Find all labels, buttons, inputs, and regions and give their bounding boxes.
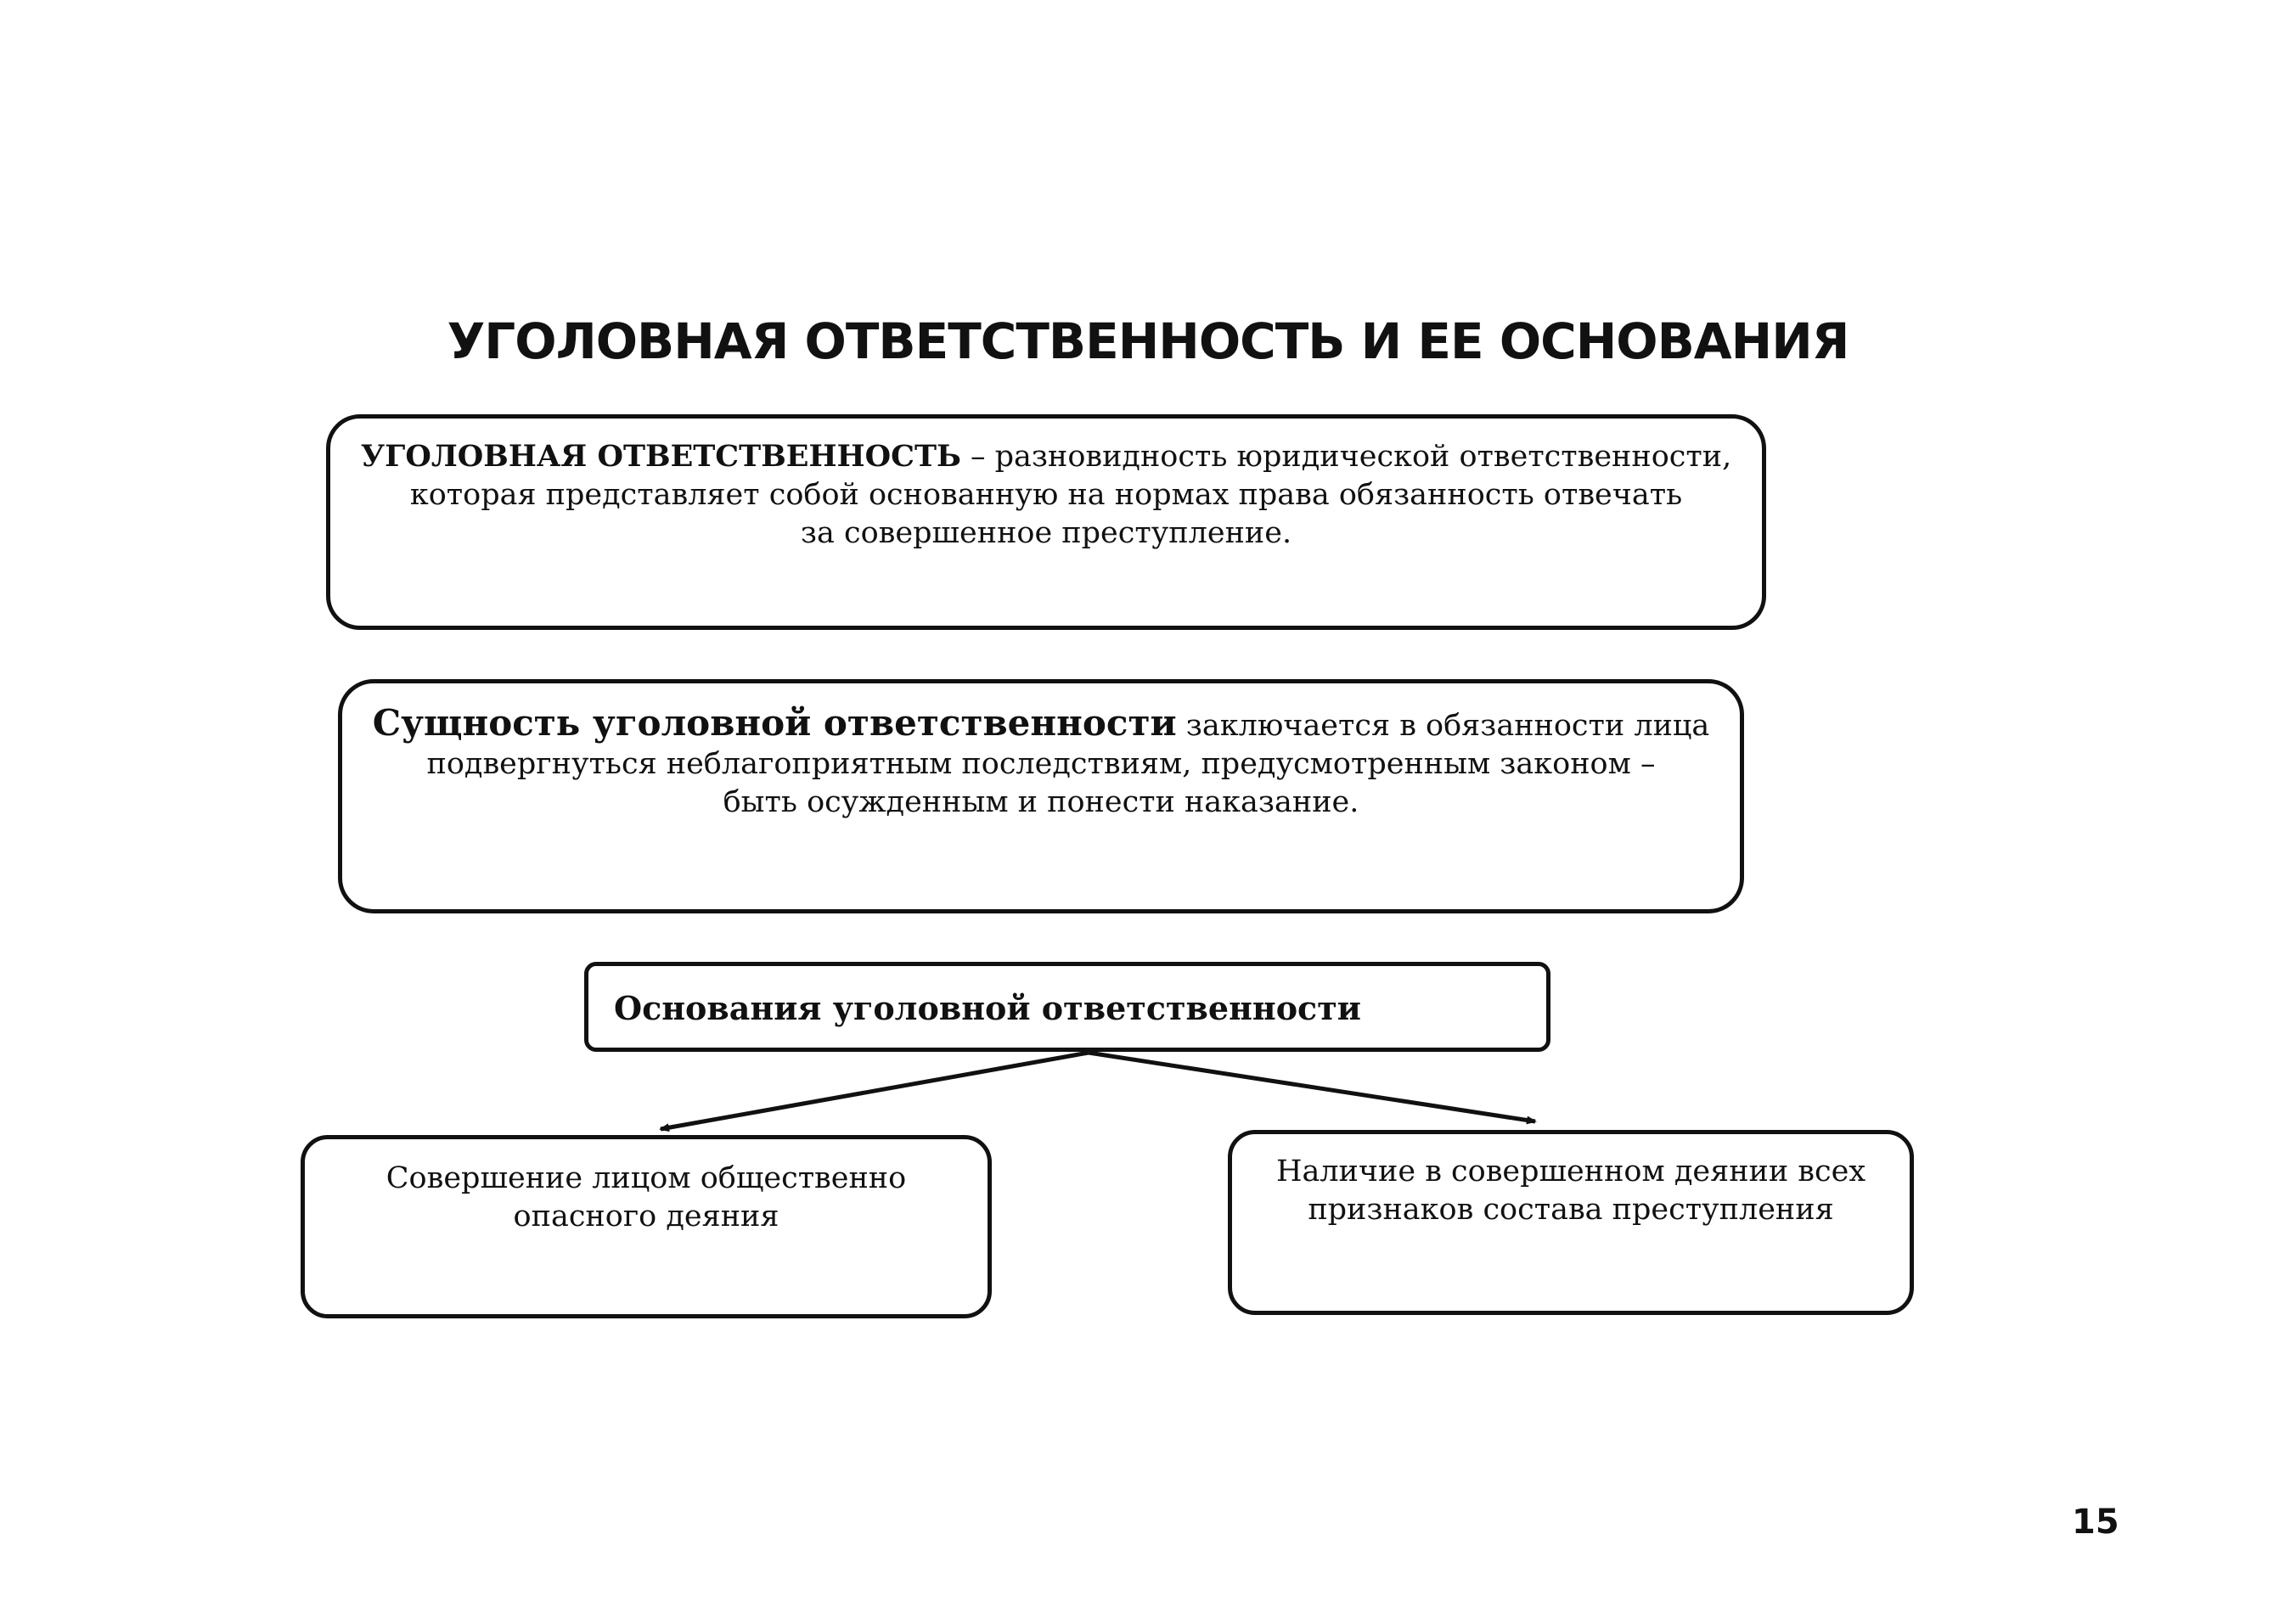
- definition-line-1: – разновидность юридической ответственности,: [971, 440, 1732, 474]
- page-title: УГОЛОВНАЯ ОТВЕТСТВЕННОСТЬ И ЕЕ ОСНОВАНИЯ: [447, 312, 1849, 370]
- ground-item-2-line-2: признаков состава преступления: [1308, 1193, 1834, 1227]
- definition-line-3: за совершенное преступление.: [800, 516, 1292, 550]
- ground-item-box-2: [1228, 1130, 1914, 1315]
- definition-term: УГОЛОВНАЯ ОТВЕТСТВЕННОСТЬ: [360, 439, 961, 474]
- page-number: 15: [2072, 1503, 2119, 1542]
- essence-term: Сущность уголовной ответственности: [372, 702, 1177, 744]
- grounds-heading: Основания уголовной ответственности: [614, 989, 1361, 1027]
- ground-item-2-line-1: Наличие в совершенном деянии всех: [1275, 1155, 1866, 1188]
- ground-item-1-line-2: опасного деяния: [513, 1200, 779, 1233]
- ground-item-box-1: [301, 1135, 992, 1318]
- essence-line-2: подвергнуться неблагоприятным последствиям, предусмотренным законом –: [426, 747, 1656, 781]
- definition-line-2: которая представляет собой основанную на нормах права обязанность отвечать: [409, 478, 1683, 512]
- arrow-to-left-box: [661, 1053, 1089, 1129]
- essence-line-3: быть осужденным и понести наказание.: [723, 785, 1359, 819]
- essence-line-1: заключается в обязанности лица: [1185, 709, 1710, 743]
- arrow-to-right-box: [1089, 1053, 1535, 1121]
- ground-item-1-line-1: Совершение лицом общественно: [385, 1161, 907, 1195]
